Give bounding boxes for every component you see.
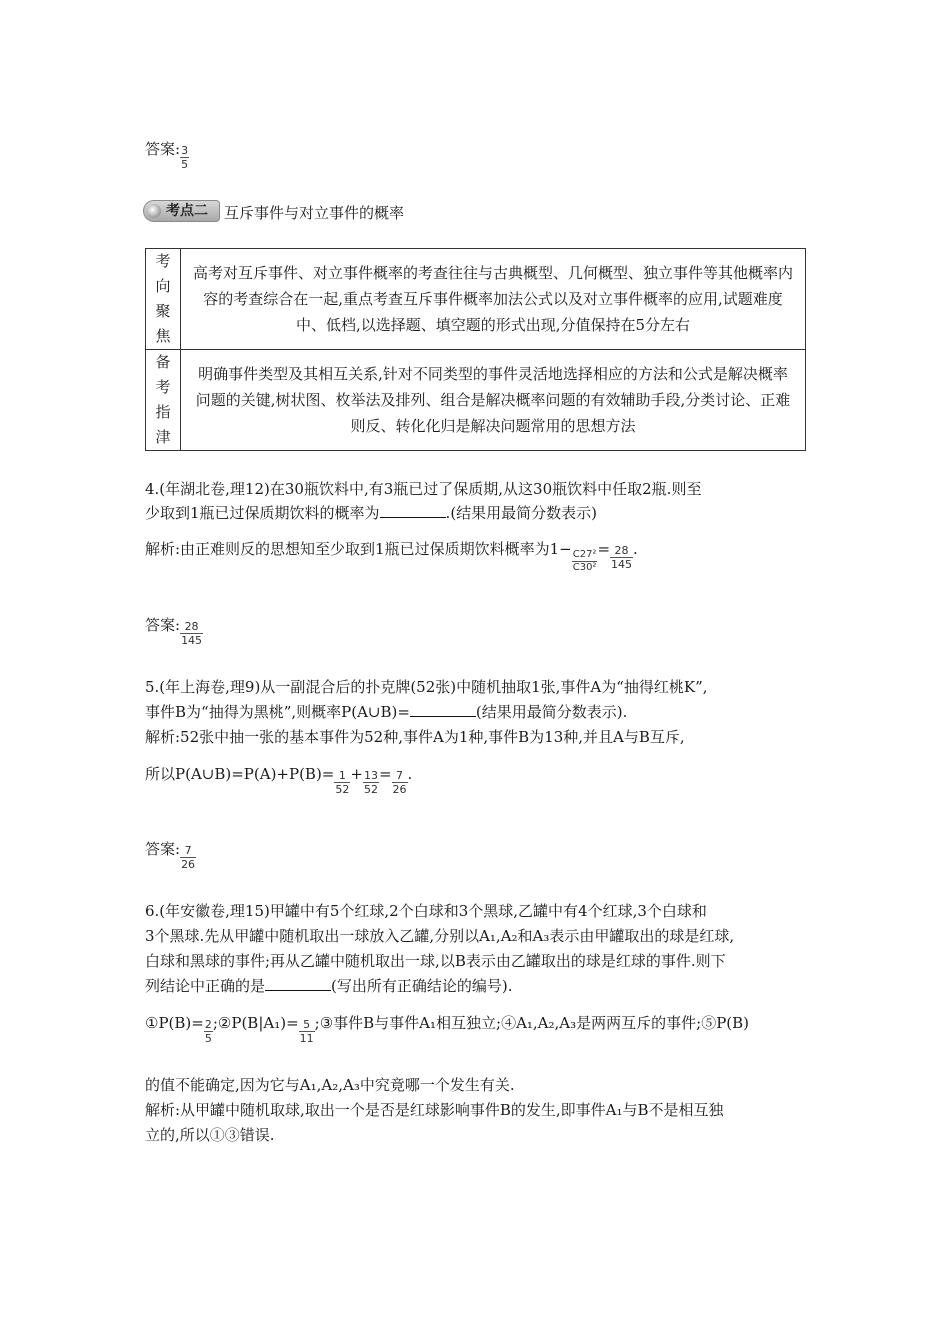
section-title: 互斥事件与对立事件的概率 [224,204,405,222]
table-row [146,350,806,451]
bullet-icon [147,204,161,218]
fraction: $\frac{5}{11}$ [299,1018,314,1045]
section-badge-label: 考点二 [166,203,208,219]
q6-options: ①P(B)= $\frac{2}{5}$ ;②P(B|A₁)= $\frac{5}{11}$ ;③事件B与事件A₁相互独立;④A₁,A₂,A₃是两两互斥的事件;⑤P(B) [145,1014,750,1045]
fraction: $\frac{28}{145}$ [181,620,203,647]
fraction: $\frac{28}{145}$ [611,544,633,571]
fraction: $\frac{7}{26}$ [181,844,196,871]
q5-line2: 事件B为“抽得为黑桃”,则概率P(A∪B)= (结果用最简分数表示). [145,703,628,721]
fraction: $\frac{7}{26}$ [392,769,407,796]
q4-line2: 少取到1瓶已过保质期饮料的概率为 .(结果用最简分数表示) [145,504,598,522]
answer-blank [380,517,446,518]
table-row [146,249,806,350]
answer-blank [410,716,476,717]
q6-analysis1: 解析:从甲罐中随机取球,取出一个是否是红球影响事件B的发生,即事件A₁与B不是相互独 [145,1101,724,1119]
q5-analysis: 解析:52张中抽一张的基本事件为52种,事件A为1种,事件B为13种,并且A与B互斥, [145,728,685,746]
info-table [145,248,806,451]
fraction: $\frac{3}{5}$ [181,144,189,171]
fraction: $\frac{\text{C27²}}{\text{C30²}}$ [572,549,597,573]
row-content-guide: 明确事件类型及其相互关系,针对不同类型的事件灵活地选择相应的方法和公式是解决概率问题的关键,树状图、枚举法及排列、组合是解决概率问题的有效辅助手段,分类讨论、正难则反、转化化归是解决问题常用的思想方法 [181,350,806,451]
q4-answer: 答案: $\frac{28}{145}$ [145,616,203,647]
fraction: $\frac{1}{52}$ [335,769,350,796]
row-label-guide: 备 考 指 津 [146,350,181,451]
q5-calc: 所以P(A∪B)=P(A)+P(B)= $\frac{1}{52}$ + $\frac{13}{52}$ = $\frac{7}{26}$ . [145,765,413,796]
q6-analysis2: 立的,所以①③错误. [145,1126,275,1144]
q6-line6: 的值不能确定,因为它与A₁,A₂,A₃中究竟哪一个发生有关. [145,1076,515,1094]
answer-label: 答案: [145,140,181,158]
fraction: $\frac{2}{5}$ [204,1018,212,1045]
q4-analysis: 解析:由正难则反的思想知至少取到1瓶已过保质期饮料概率为1− $\frac{\text{C27²}}{\text{C30²}}$ = $\frac{28}{145}$ . [145,540,638,573]
answer-top [145,142,189,170]
row-content-focus: 高考对互斥事件、对立事件概率的考查往往与古典概型、几何概型、独立事件等其他概率内容的考查综合在一起,重点考查互斥事件概率加法公式以及对立事件概率的应用,试题难度中、低档,以选择题、填空题的形式出现,分值保持在5分左右 [181,249,806,350]
fraction: $\frac{13}{52}$ [363,769,378,796]
q4-line1: 4.(年湖北卷,理12)在30瓶饮料中,有3瓶已过了保质期,从这30瓶饮料中任取2瓶.则至 [145,480,702,498]
answer-blank [265,990,331,991]
q6-line3: 白球和黑球的事件;再从乙罐中随机取出一球,以B表示由乙罐取出的球是红球的事件.则下 [145,952,726,970]
q5-answer: 答案: $\frac{7}{26}$ [145,840,196,871]
row-label-focus: 考 向 聚 焦 [146,249,181,350]
q6-line4: 列结论中正确的是 (写出所有正确结论的编号). [145,977,513,995]
q5-line1: 5.(年上海卷,理9)从一副混合后的扑克牌(52张)中随机抽取1张,事件A为“抽得红桃K”, [145,678,708,696]
section-badge [143,200,220,222]
q6-line2: 3个黑球.先从甲罐中随机取出一球放入乙罐,分别以A₁,A₂和A₃表示由甲罐取出的球是红球, [145,927,735,945]
q6-line1: 6.(年安徽卷,理15)甲罐中有5个红球,2个白球和3个黑球,乙罐中有4个红球,3个白球和 [145,902,707,920]
